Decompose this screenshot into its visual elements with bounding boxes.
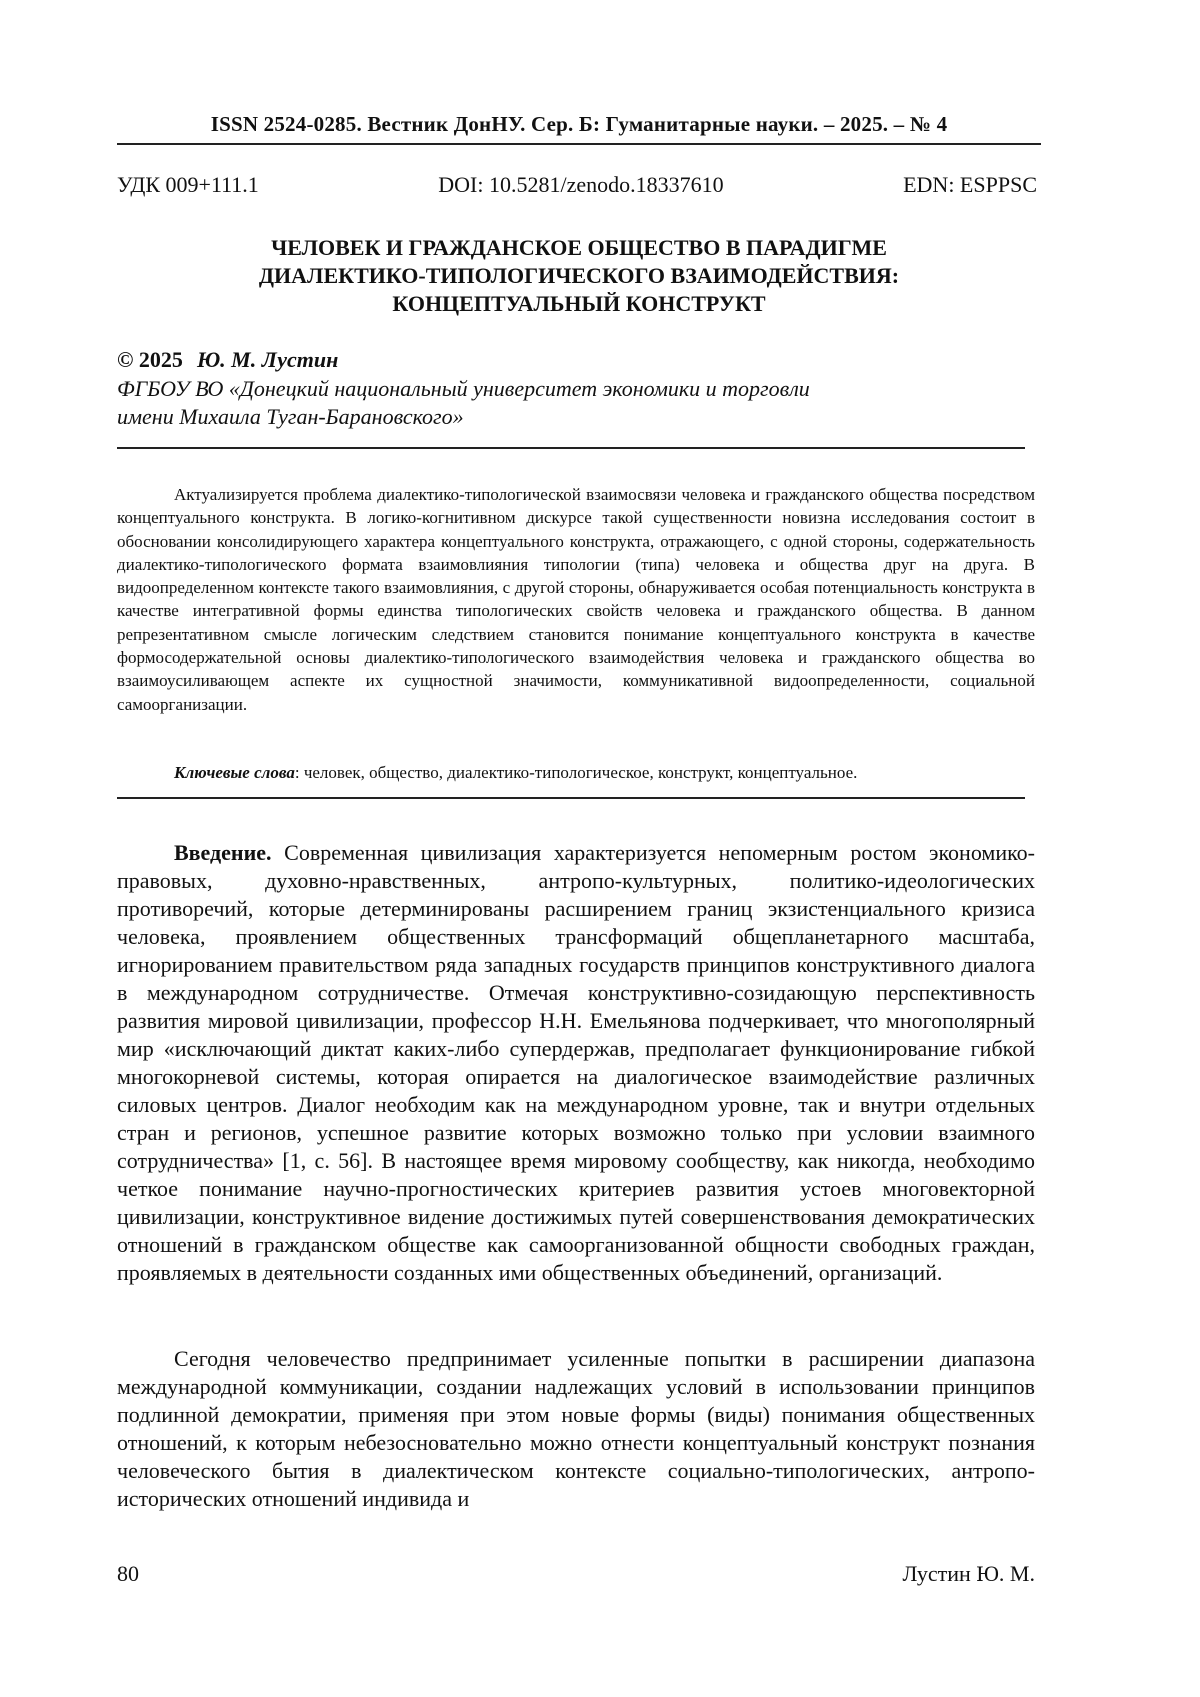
author-line: [117, 347, 338, 373]
affiliation-line: ФГБОУ ВО «Донецкий национальный университет экономики и торговли: [117, 376, 810, 401]
body-paragraph-1: [117, 839, 1035, 1287]
affiliation-line: имени Михаила Туган-Барановского»: [117, 404, 464, 429]
abstract-top-rule: [117, 447, 1025, 449]
page-number: 80: [117, 1561, 139, 1586]
author-name: Ю. М. Лустин: [196, 347, 339, 372]
body-paragraph-2: Сегодня человечество предпринимает усиленные попытки в расширении диапазона международной коммуникации, создании надлежащих условий в использовании принципов подлинной демократии, применяя при этом новые формы (виды) понимания общественных отношений, к которым небезосновательно можно отнести концептуальный конструкт познания человеческого бытия в диалектическом контексте социально-типологических, антропо-исторических отношений индивида и: [117, 1346, 1035, 1511]
header-rule: [117, 143, 1041, 145]
article-title: [117, 234, 1041, 318]
copyright: © 2025: [117, 347, 183, 372]
footer-author: Лустин Ю. М.: [902, 1561, 1035, 1586]
paragraph-text: Современная цивилизация характеризуется непомерным ростом экономико-правовых, духовно-нравственных, антропо-культурных, политико-идеологических противоречий, которые детерминированы расширением границ экзистенциального кризиса человека, проявлением общественных трансформаций общепланетарного масштаба, игнорированием правительством ряда западных государств принципов конструктивного диалога в международном сотрудничестве. Отмечая конструктивно-созидающую перспективность развития мировой цивилизации, профессор Н.Н. Емельянова подчеркивает, что многополярный мир «исключающий диктат каких-либо супердержав, предполагает функционирование гибкой многокорневой системы, которая опирается на диалогическое взаимодействие различных силовых центров. Диалог необходим как на международном уровне, так и внутри отдельных стран и регионов, успешное развитие которых возможно только при условии взаимного сотрудничества» [1, с. 56]. В настоящее время мировому сообществу, как никогда, необходимо четкое понимание научно-прогностических критериев развития устоев многовекторной цивилизации, конструктивное видение достижимых путей совершенствования демократических отношений в гражданском обществе как самоорганизованной общности свободных граждан, проявляемых в деятельности созданных ими общественных объединений, организаций.: [117, 840, 1035, 1285]
title-line: ДИАЛЕКТИКО-ТИПОЛОГИЧЕСКОГО ВЗАИМОДЕЙСТВИЯ:: [258, 263, 900, 288]
affiliation: [117, 375, 1017, 431]
abstract: Актуализируется проблема диалектико-типологической взаимосвязи человека и гражданского общества посредством концептуального конструкта. В логико-когнитивном дискурсе такой существенности новизна исследования состоит в обосновании консолидирующего характера концептуального конструкта, отражающего, с одной стороны, содержательность диалектико-типологического формата взаимовлияния типологии (типа) человека и общества друг на друга. В видоопределенном контексте такого взаимовлияния, с другой стороны, обнаруживается особая потенциальность конструкта в качестве интегративной формы единства типологических свойств человека и гражданского общества. В данном репрезентативном смысле логическим следствием становится понимание концептуального конструкта в качестве формосодержательной основы диалектико-типологического взаимодействия человека и гражданского общества во взаимоусиливающем аспекте их сущностной значимости, коммуникативной видоопределенности, социальной самоорганизации.: [117, 485, 1035, 714]
edn-code: EDN: ESPPSC: [903, 172, 1037, 197]
title-line: КОНЦЕПТУАЛЬНЫЙ КОНСТРУКТ: [392, 291, 766, 316]
keywords-label: Ключевые слова: [174, 763, 295, 782]
keywords-list: : человек, общество, диалектико-типологическое, конструкт, концептуальное.: [294, 763, 858, 782]
intro-heading: Введение.: [174, 840, 272, 865]
abstract-bottom-rule: [117, 797, 1025, 799]
doi-link[interactable]: DOI: 10.5281/zenodo.18337610: [438, 172, 724, 197]
running-head: ISSN 2524-0285. Вестник ДонНУ. Сер. Б: Гуманитарные науки. – 2025. – № 4: [210, 112, 948, 136]
title-line: ЧЕЛОВЕК И ГРАЖДАНСКОЕ ОБЩЕСТВО В ПАРАДИГМЕ: [271, 235, 887, 260]
article-meta-row: [117, 172, 1037, 198]
keywords: [174, 763, 857, 783]
udk-code: УДК 009+111.1: [117, 172, 259, 197]
